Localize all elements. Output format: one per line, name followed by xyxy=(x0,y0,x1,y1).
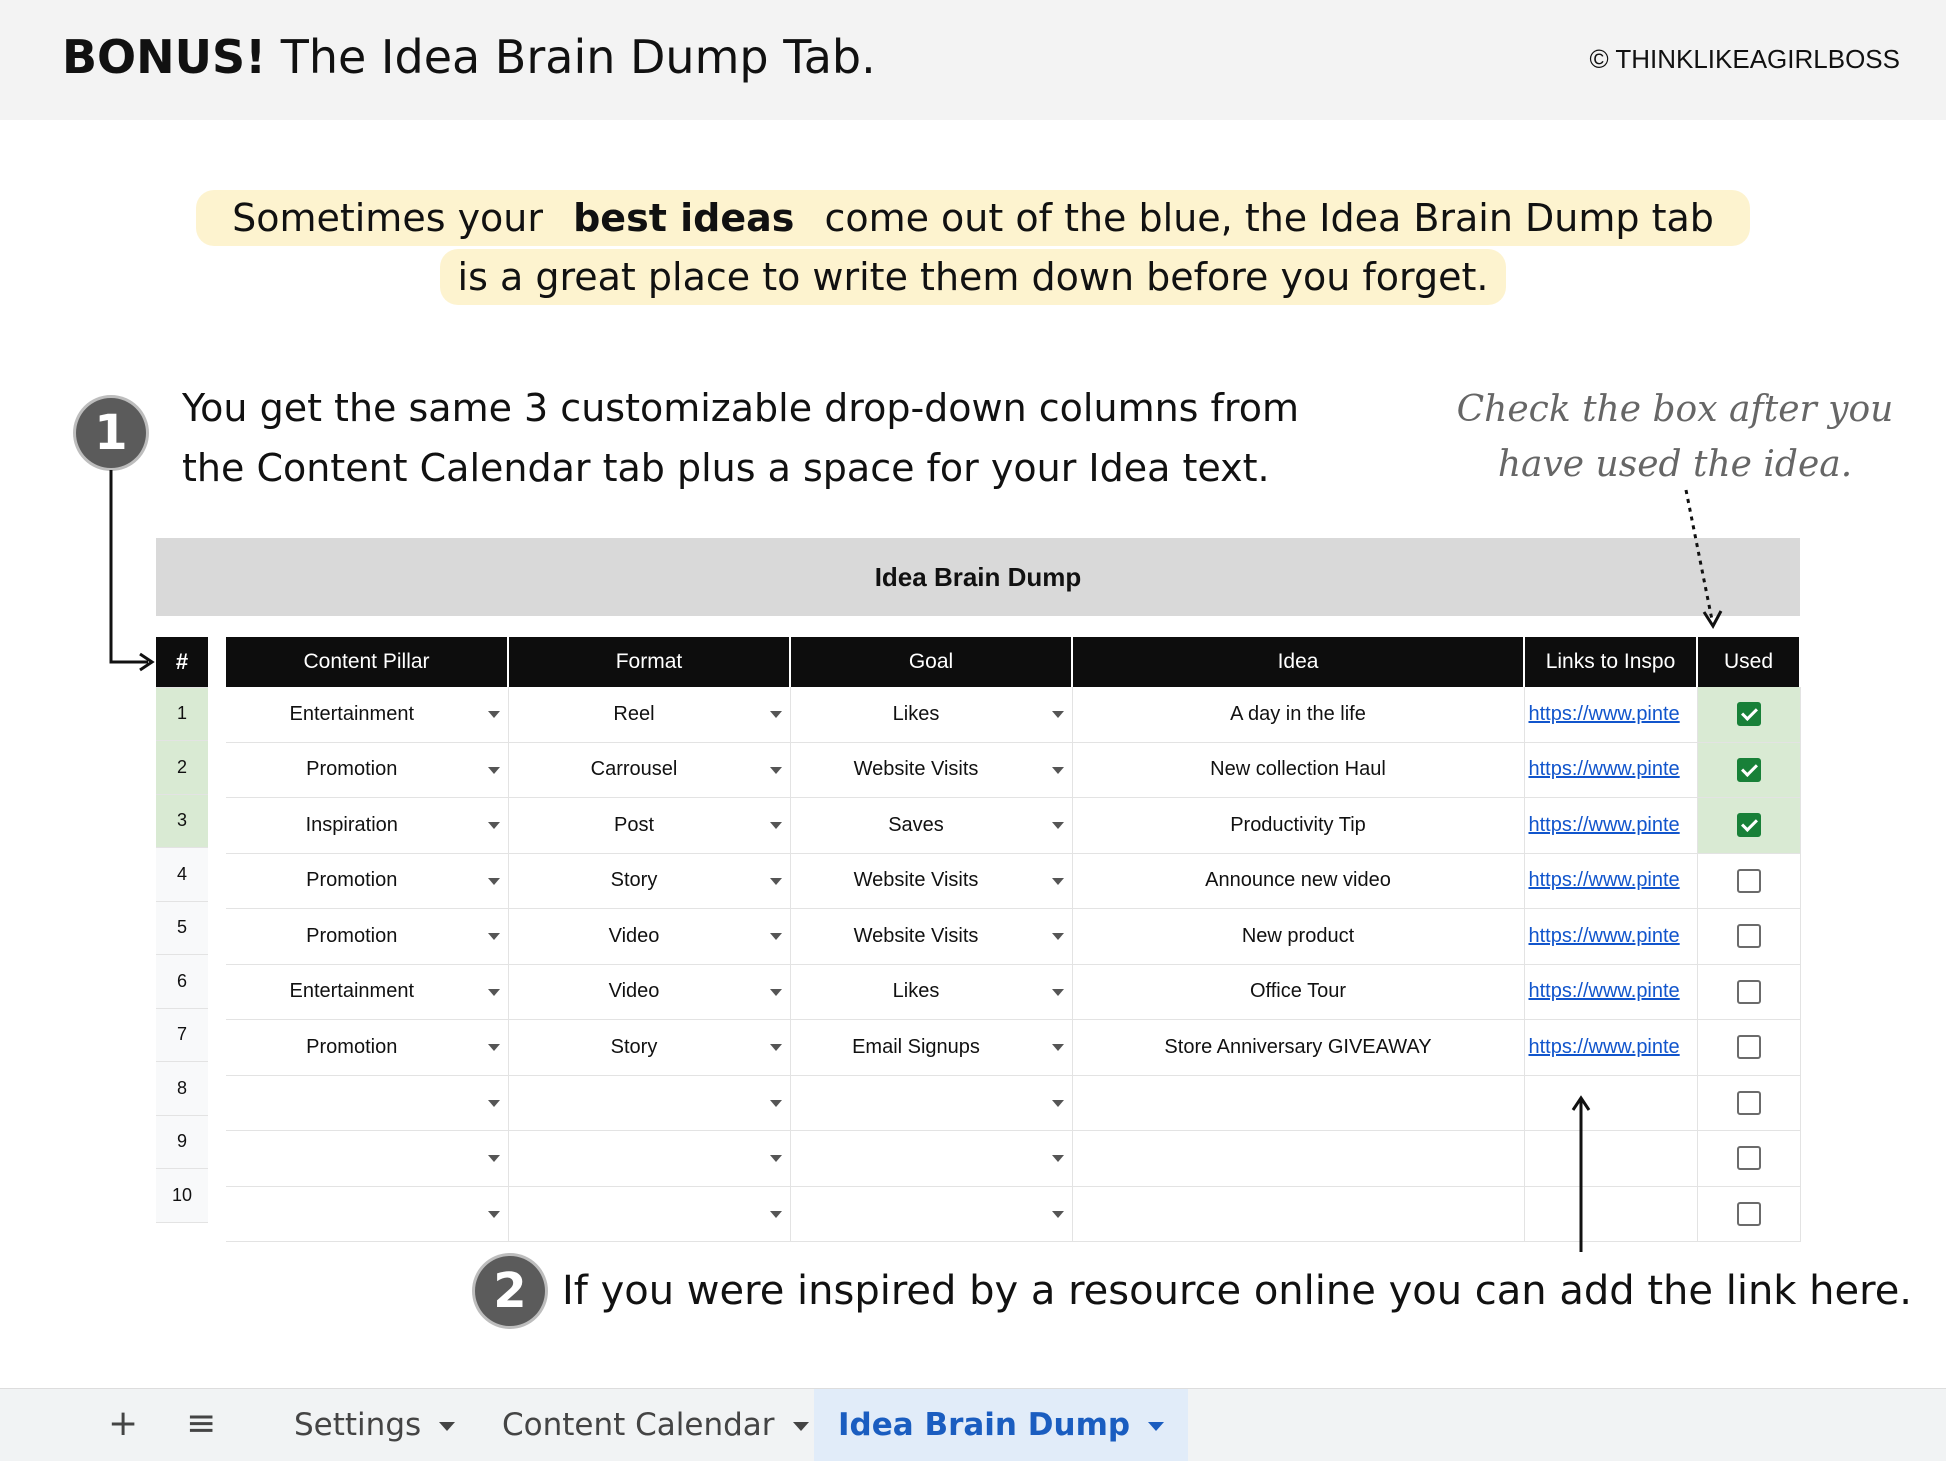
row-number[interactable]: 3 xyxy=(156,794,208,848)
idea-value: New collection Haul xyxy=(1210,758,1386,781)
tab-label: Content Calendar xyxy=(502,1407,775,1443)
row-number[interactable]: 9 xyxy=(156,1115,208,1169)
content-pillar-value: Promotion xyxy=(306,869,398,892)
goal-value: Website Visits xyxy=(853,758,979,781)
goal-value: Likes xyxy=(892,980,940,1003)
inspo-link[interactable]: https://www.pinte xyxy=(1528,813,1680,836)
step-1-line: the Content Calendar tab plus a space for your Idea text. xyxy=(182,446,1270,490)
callout-text: is a great place to write them down before you forget. xyxy=(440,249,1507,305)
copyright: © THINKLIKEAGIRLBOSS xyxy=(1589,44,1900,74)
callout-text: Sometimes your xyxy=(214,190,573,246)
content-pillar-value: Entertainment xyxy=(289,702,414,725)
idea-value: Office Tour xyxy=(1250,980,1346,1003)
chevron-down-icon[interactable] xyxy=(439,1422,455,1431)
row-number[interactable]: 4 xyxy=(156,848,208,902)
content-pillar-value: Promotion xyxy=(306,1035,398,1058)
inspo-link[interactable]: https://www.pinte xyxy=(1528,702,1680,725)
idea-value: Productivity Tip xyxy=(1230,813,1366,836)
row-number[interactable]: 1 xyxy=(156,687,208,741)
column-header-content-pillar[interactable]: Content Pillar xyxy=(226,637,508,687)
goal-value: Website Visits xyxy=(853,924,979,947)
format-value: Story xyxy=(610,1035,658,1058)
chevron-down-icon[interactable] xyxy=(793,1422,809,1431)
idea-value: New product xyxy=(1241,924,1355,947)
format-value: Video xyxy=(608,924,660,947)
hamburger-menu-icon[interactable]: ≡ xyxy=(186,1403,217,1444)
idea-value: Announce new video xyxy=(1205,869,1391,892)
callout-text: come out of the blue, the Idea Brain Dump tab xyxy=(794,190,1732,246)
note-line: Check the box after you xyxy=(1456,389,1894,430)
format-value: Carrousel xyxy=(590,758,678,781)
note-arrow-line xyxy=(1686,490,1712,620)
inspo-link[interactable]: https://www.pinte xyxy=(1528,980,1680,1003)
column-header-links[interactable]: Links to Inspo xyxy=(1524,637,1697,687)
inspo-link[interactable]: https://www.pinte xyxy=(1528,758,1680,781)
row-number[interactable]: 7 xyxy=(156,1008,208,1062)
sheet-tab-bar xyxy=(0,1388,1946,1461)
callout-bold: best ideas xyxy=(573,196,795,240)
plus-icon[interactable]: + xyxy=(108,1403,139,1444)
tab-idea-brain-dump[interactable] xyxy=(814,1389,1188,1461)
title-bold: BONUS! xyxy=(62,30,267,84)
chevron-down-icon[interactable] xyxy=(1148,1422,1164,1431)
tab-label: Settings xyxy=(294,1407,422,1443)
inspo-link[interactable]: https://www.pinte xyxy=(1528,924,1680,947)
content-pillar-value: Inspiration xyxy=(305,813,398,836)
step-1-arrow-line xyxy=(111,470,148,662)
column-header-format[interactable]: Format xyxy=(508,637,790,687)
format-value: Video xyxy=(608,980,660,1003)
step-1-line: You get the same 3 customizable drop-down columns from xyxy=(182,386,1299,430)
column-header-idea[interactable]: Idea xyxy=(1072,637,1524,687)
format-value: Reel xyxy=(613,702,655,725)
idea-value: A day in the life xyxy=(1230,702,1366,725)
format-value: Post xyxy=(613,813,655,836)
content-pillar-value: Promotion xyxy=(306,924,398,947)
goal-value: Saves xyxy=(888,813,944,836)
sheet-title: Idea Brain Dump xyxy=(156,538,1800,616)
note-line: have used the idea. xyxy=(1497,444,1853,485)
step-1-badge: 1 xyxy=(76,398,146,468)
tab-settings[interactable] xyxy=(294,1389,455,1461)
tab-label: Idea Brain Dump xyxy=(838,1407,1131,1443)
title-rest: The Idea Brain Dump Tab. xyxy=(266,30,876,84)
column-header-goal[interactable]: Goal xyxy=(790,637,1072,687)
goal-value: Email Signups xyxy=(852,1035,980,1058)
note-arrow-head xyxy=(1704,611,1721,626)
row-number[interactable]: 10 xyxy=(156,1169,208,1223)
inspo-link[interactable]: https://www.pinte xyxy=(1528,869,1680,892)
step-2-text: If you were inspired by a resource online you can add the link here. xyxy=(562,1268,1913,1314)
step-2-badge: 2 xyxy=(475,1256,545,1326)
content-pillar-value: Entertainment xyxy=(289,980,414,1003)
row-number[interactable]: 6 xyxy=(156,955,208,1009)
number-header: # xyxy=(156,637,208,687)
idea-value: Store Anniversary GIVEAWAY xyxy=(1164,1035,1432,1058)
inspo-link[interactable]: https://www.pinte xyxy=(1528,1035,1680,1058)
goal-value: Website Visits xyxy=(853,869,979,892)
content-pillar-value: Promotion xyxy=(306,758,398,781)
row-number[interactable]: 5 xyxy=(156,901,208,955)
goal-value: Likes xyxy=(892,702,940,725)
tab-content-calendar[interactable] xyxy=(502,1389,809,1461)
format-value: Story xyxy=(610,869,658,892)
row-number[interactable]: 8 xyxy=(156,1062,208,1116)
row-number[interactable]: 2 xyxy=(156,741,208,795)
column-header-used[interactable]: Used xyxy=(1697,637,1800,687)
